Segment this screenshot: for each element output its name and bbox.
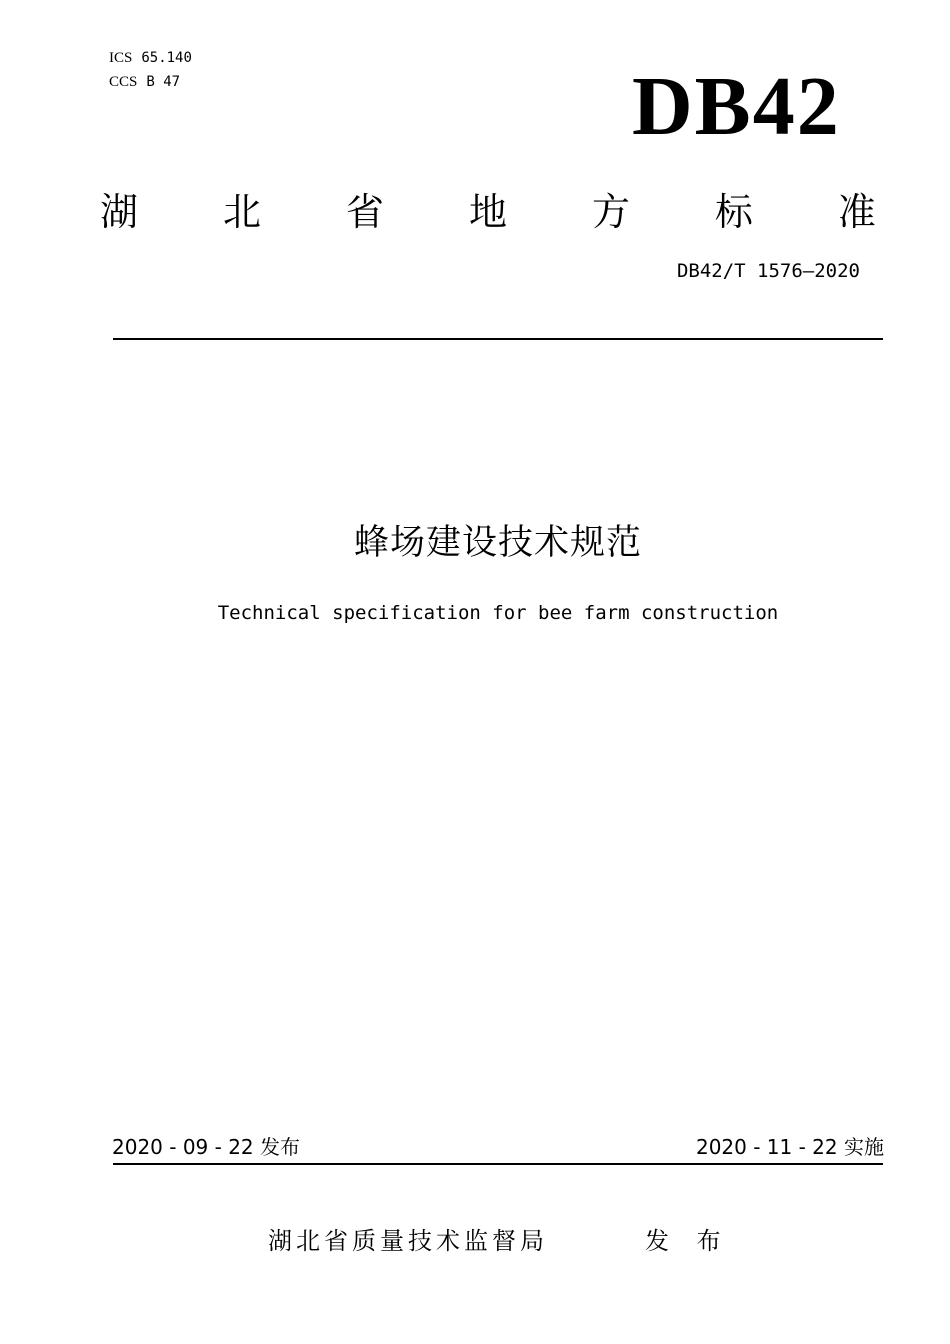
standard-type-char: 省 (345, 189, 384, 234)
ics-row (109, 46, 192, 70)
standard-type-char: 标 (714, 189, 753, 234)
implementation-date: 2020 - 11 - 22 实施 (695, 1135, 884, 1159)
publish-label: 发 布 (645, 1227, 731, 1255)
ccs-label: CCS (109, 74, 138, 90)
document-title-en: Technical specification for bee farm construction (217, 602, 779, 624)
standard-type-heading (100, 182, 876, 234)
standard-type-char: 湖 (100, 189, 139, 234)
header-divider (113, 338, 883, 340)
ccs-row (109, 70, 192, 94)
db-mark: DB42 (632, 60, 841, 153)
publisher-name: 湖北省质量技术监督局 (268, 1227, 548, 1255)
standard-type-char: 准 (837, 189, 876, 234)
ccs-value: B 47 (146, 74, 181, 90)
standard-type-char: 方 (591, 189, 630, 234)
document-title-zh: 蜂场建设技术规范 (353, 523, 642, 563)
ics-label: ICS (109, 50, 133, 66)
ics-value: 65.140 (141, 50, 192, 66)
standard-type-char: 地 (468, 189, 507, 234)
footer-divider (113, 1163, 883, 1165)
classification-codes (109, 46, 192, 94)
issue-date: 2020 - 09 - 22 发布 (112, 1135, 301, 1159)
standard-type-char: 北 (222, 189, 261, 234)
standard-number: DB42/T 1576—2020 (676, 260, 860, 282)
